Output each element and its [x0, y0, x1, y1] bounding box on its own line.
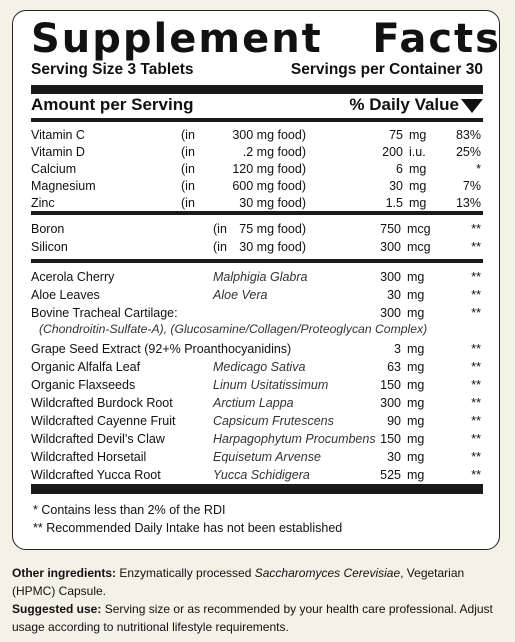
nutrient-row [31, 127, 483, 144]
other-ingredients [12, 564, 504, 600]
divider-medium [31, 259, 483, 263]
latin-name: Harpagophytum Procumbens [213, 432, 376, 446]
nutrient-name: Calcium [31, 162, 77, 176]
nutrient-row [31, 144, 483, 161]
unit: mg [409, 179, 427, 193]
unit: mg [409, 196, 427, 210]
ingredients-text-end: , Vegetarian (HPMC) Capsule. [12, 566, 465, 598]
latin-name: Capsicum Frutescens [213, 414, 334, 428]
divider-medium [31, 118, 483, 122]
ingredient-row [31, 341, 483, 358]
amount: 300 [380, 306, 401, 320]
mineral-row [31, 221, 483, 238]
unit: mg [407, 378, 425, 392]
nutrient-name: Zinc [31, 196, 55, 210]
unit: mg [407, 414, 425, 428]
daily-value: ** [471, 450, 481, 464]
page-title [31, 15, 501, 63]
in-food-prefix: (in [181, 145, 195, 159]
food-amount: 30 mg food) [239, 240, 306, 254]
amount: 150 [380, 432, 401, 446]
nutrient-row [31, 195, 483, 212]
daily-value: ** [471, 432, 481, 446]
amount: 75 [389, 128, 403, 142]
unit: mg [407, 288, 425, 302]
unit: mg [409, 128, 427, 142]
daily-value: 83% [455, 128, 481, 142]
ingredient-name: Wildcrafted Burdock Root [31, 396, 173, 410]
nutrient-name: Magnesium [31, 179, 96, 193]
ingredient-row [31, 287, 483, 304]
latin-name: Arctium Lappa [213, 396, 294, 410]
unit: mg [409, 162, 427, 176]
servings-per-container: Servings per Container 30 [290, 61, 483, 78]
daily-value: ** [471, 396, 481, 410]
ingredient-name: Grape Seed Extract (92+% Proanthocyanidins) [31, 342, 292, 356]
nutrient-name: Vitamin D [31, 145, 85, 159]
supplement-facts-panel [12, 10, 500, 550]
ingredient-row [31, 467, 483, 484]
unit: i.u. [409, 145, 426, 159]
unit: mg [407, 450, 425, 464]
daily-value: 25% [455, 145, 481, 159]
daily-value: 13% [455, 196, 481, 210]
in-food-prefix: (in [181, 179, 195, 193]
ingredient-row [31, 359, 483, 376]
daily-value: 7% [462, 179, 481, 193]
amount: 30 [387, 450, 401, 464]
latin-name: Yucca Schidigera [213, 468, 310, 482]
latin-name: Linum Usitatissimum [213, 378, 329, 392]
footnote-double: ** Recommended Daily Intake has not been established [33, 521, 343, 535]
unit: mg [407, 306, 425, 320]
daily-value: ** [471, 378, 481, 392]
mineral-name: Boron [31, 222, 65, 236]
serving-size: Serving Size 3 Tablets [31, 61, 194, 78]
use-text: Serving size or as recommended by your health care professional. Adjust usage according to nutritional lifestyle requirements. [12, 602, 493, 634]
amount: 300 [380, 396, 401, 410]
amount: 150 [380, 378, 401, 392]
divider-thick [31, 484, 483, 494]
amount: 63 [387, 360, 401, 374]
serving-info [31, 61, 483, 79]
daily-value: ** [471, 360, 481, 374]
title-left: Supplement [31, 16, 323, 62]
unit: mg [407, 342, 425, 356]
triangle-down-icon [461, 99, 483, 113]
amount: 6 [396, 162, 403, 176]
ingredient-row [31, 269, 483, 286]
daily-value: ** [471, 306, 481, 320]
daily-value: ** [471, 342, 481, 356]
amount-header-row [31, 95, 483, 115]
ingredient-row [31, 449, 483, 466]
latin-name: Malphigia Glabra [213, 270, 308, 284]
amount: 300 [380, 240, 401, 254]
dv-header: % Daily Value [349, 95, 483, 115]
food-amount: 120 mg food) [232, 162, 306, 176]
ingredient-name: Organic Flaxseeds [31, 378, 136, 392]
use-label: Suggested use: [12, 602, 102, 616]
food-amount: 600 mg food) [232, 179, 306, 193]
ingredients-text: Enzymatically processed [116, 566, 255, 580]
daily-value: ** [471, 222, 481, 236]
daily-value: ** [471, 468, 481, 482]
in-food-prefix: (in [213, 240, 227, 254]
ingredients-label: Other ingredients: [12, 566, 117, 580]
title-right: Facts [372, 16, 501, 62]
ingredient-name: Wildcrafted Cayenne Fruit [31, 414, 176, 428]
nutrient-row [31, 161, 483, 178]
latin-name: Aloe Vera [213, 288, 268, 302]
cartilage-detail: (Chondroitin-Sulfate-A), (Glucosamine/Collagen/Proteoglycan Complex) [39, 322, 428, 336]
food-amount: 75 mg food) [239, 222, 306, 236]
in-food-prefix: (in [181, 128, 195, 142]
footnote-single: * Contains less than 2% of the RDI [33, 503, 226, 517]
amount: 750 [380, 222, 401, 236]
daily-value: ** [471, 270, 481, 284]
food-amount: 300 mg food) [232, 128, 306, 142]
amount-header: Amount per Serving [31, 95, 194, 114]
nutrient-row [31, 178, 483, 195]
daily-value: ** [471, 414, 481, 428]
mineral-row [31, 239, 483, 256]
amount: 525 [380, 468, 401, 482]
unit: mg [407, 396, 425, 410]
food-amount: .2 mg food) [242, 145, 306, 159]
amount: 3 [394, 342, 401, 356]
unit: mcg [407, 240, 431, 254]
ingredients-italic: Saccharomyces Cerevisiae [254, 566, 401, 580]
ingredient-name: Acerola Cherry [31, 270, 115, 284]
ingredient-name: Wildcrafted Horsetail [31, 450, 147, 464]
other-info [12, 564, 504, 636]
amount: 90 [387, 414, 401, 428]
latin-name: Medicago Sativa [213, 360, 306, 374]
nutrient-name: Vitamin C [31, 128, 85, 142]
unit: mg [407, 432, 425, 446]
amount: 30 [387, 288, 401, 302]
daily-value: ** [471, 288, 481, 302]
amount: 300 [380, 270, 401, 284]
unit: mg [407, 360, 425, 374]
latin-name: Equisetum Arvense [213, 450, 321, 464]
ingredient-row [31, 413, 483, 430]
amount: 1.5 [385, 196, 403, 210]
suggested-use [12, 600, 504, 636]
daily-value: ** [471, 240, 481, 254]
ingredient-name: Aloe Leaves [31, 288, 100, 302]
divider-thick [31, 85, 483, 94]
in-food-prefix: (in [181, 196, 195, 210]
ingredient-row [31, 431, 483, 448]
unit: mcg [407, 222, 431, 236]
in-food-prefix: (in [213, 222, 227, 236]
ingredient-row [31, 377, 483, 394]
unit: mg [407, 468, 425, 482]
amount: 30 [389, 179, 403, 193]
food-amount: 30 mg food) [239, 196, 306, 210]
daily-value: * [476, 162, 481, 176]
ingredient-name: Bovine Tracheal Cartilage: [31, 306, 178, 320]
in-food-prefix: (in [181, 162, 195, 176]
ingredient-row [31, 395, 483, 412]
unit: mg [407, 270, 425, 284]
ingredient-name: Organic Alfalfa Leaf [31, 360, 141, 374]
ingredient-name: Wildcrafted Yucca Root [31, 468, 161, 482]
mineral-name: Silicon [31, 240, 68, 254]
divider-medium [31, 211, 483, 215]
amount: 200 [382, 145, 403, 159]
ingredient-row [31, 305, 483, 322]
ingredient-name: Wildcrafted Devil’s Claw [31, 432, 165, 446]
